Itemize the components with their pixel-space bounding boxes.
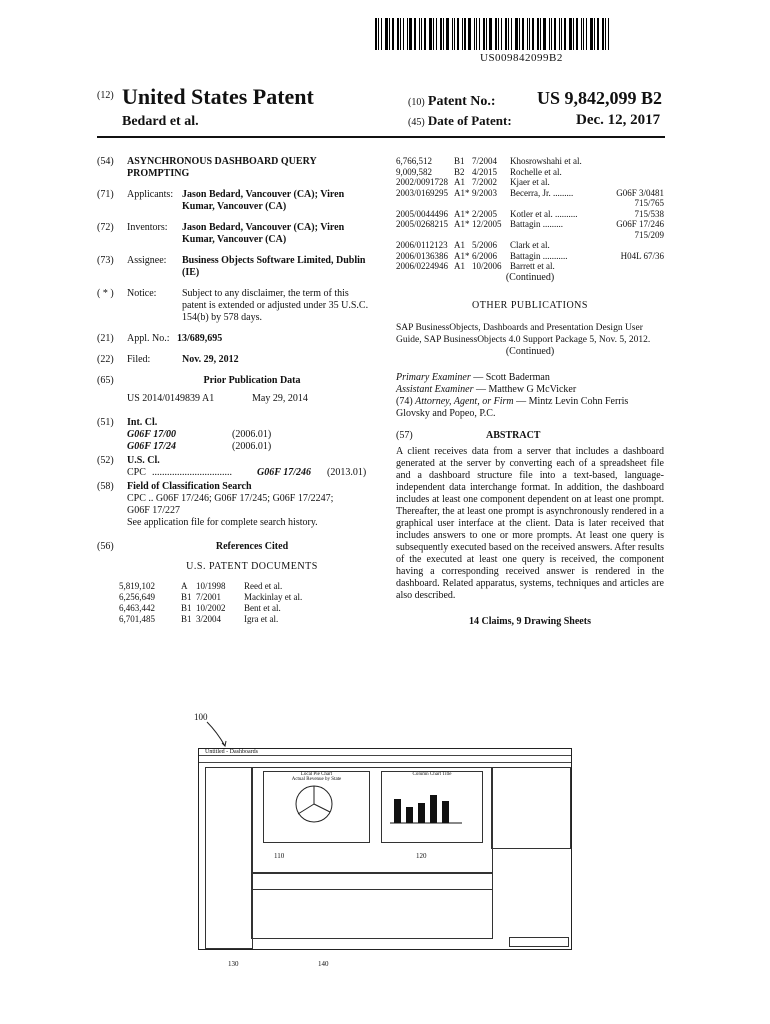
figure-ref-120: 120 [416, 852, 427, 860]
barcode-bar [414, 18, 416, 50]
figure-component-panel [205, 767, 253, 949]
barcode-bar [385, 18, 388, 50]
appl-field [97, 333, 377, 345]
title-text: ASYNCHRONOUS DASHBOARD QUERY PROMPTING [127, 156, 317, 179]
barcode-bar [421, 18, 422, 50]
prior-heading: Prior Publication Data [203, 375, 301, 386]
assistant-examiner: Assistant Examiner — Matthew G McVicker [396, 383, 577, 395]
right-ref-name: Battagin ......... [510, 219, 563, 229]
barcode-bar [462, 18, 463, 50]
figure-chart1-sub: Actual Revenue by State [291, 777, 342, 782]
kind-code: (12) [97, 90, 114, 101]
right-ref-num: 2005/0268215 [396, 219, 449, 229]
right-ref-num: 2006/0224946 [396, 261, 449, 271]
date-label: Date of Patent: [427, 113, 512, 128]
attorney-label: Attorney, Agent, or Firm [415, 395, 514, 407]
barcode-bar [476, 18, 477, 50]
filed-label: Filed: [127, 354, 151, 365]
primary-examiner: Primary Examiner — Scott Baderman [396, 371, 550, 383]
applicants-text: Jason Bedard, Vancouver (CA); Viren Kumar, Vancouver (CA) [182, 189, 345, 212]
right-ref-cls [610, 240, 664, 251]
us-doc-name: Bent et al. [244, 603, 281, 613]
patent-title: United States Patent [122, 84, 314, 109]
barcode-bar [457, 18, 459, 50]
left-column [97, 156, 377, 625]
barcode-bar [443, 18, 444, 50]
barcode-bar [446, 18, 449, 50]
int-cl-class: G06F 17/24 [127, 441, 176, 452]
appl-number: 13/689,695 [177, 333, 223, 344]
inventors-field [97, 222, 377, 246]
right-ref-cls: H04L 67/36 [620, 250, 664, 261]
notice-field [97, 288, 377, 324]
title-field [97, 156, 377, 180]
us-doc-date: 10/2002 [196, 603, 226, 613]
refs-code: (56) [97, 541, 114, 552]
figure-column-chart-box [381, 771, 483, 843]
right-ref-row [396, 261, 664, 272]
date-code: (45) [408, 117, 425, 128]
right-column [396, 156, 664, 628]
barcode-bar [397, 18, 399, 50]
int-cl-field [97, 417, 377, 429]
applicants-field [97, 189, 377, 213]
assignee-label: Assignee: [127, 255, 167, 266]
prior-pub-row [97, 393, 377, 405]
barcode-bar [381, 18, 382, 50]
right-ref-num: 2006/0112123 [396, 240, 448, 250]
us-doc-num: 5,819,102 [119, 581, 155, 591]
barcode-bar [549, 18, 550, 50]
filed-date: Nov. 29, 2012 [182, 354, 239, 365]
barcode-bar [433, 18, 434, 50]
assignee-field [97, 255, 377, 279]
us-docs-list [97, 581, 377, 625]
figure-window-title: Untitled - Dashboards [199, 749, 571, 756]
notice-code: ( * ) [97, 288, 114, 299]
right-ref-cls: G06F 3/0481 715/765 [616, 187, 664, 208]
refs-heading: References Cited [215, 541, 289, 552]
barcode-bar [576, 18, 578, 50]
barcode-bar [583, 18, 584, 50]
right-ref-date: 7/2002 [472, 177, 498, 187]
barcode-bar [508, 18, 509, 50]
abstract-head-row [396, 430, 664, 442]
right-ref-name: Kjaer et al. [510, 177, 550, 187]
date-row [408, 113, 512, 129]
figure-grid [251, 889, 493, 939]
figure-chart1-title: Local Pie Chart [300, 772, 333, 777]
attorney-code: (74) [396, 395, 413, 407]
notice-label: Notice: [127, 288, 157, 299]
cpc-row [97, 467, 377, 479]
field-heading: Field of Classification Search [127, 481, 252, 492]
right-ref-num: 9,009,582 [396, 166, 432, 177]
us-doc-row [119, 603, 377, 614]
barcode-bar [515, 18, 518, 50]
barcode [375, 18, 665, 50]
barcode-bar [605, 18, 606, 50]
barcode-bar [464, 18, 466, 50]
right-ref-cls [610, 167, 664, 178]
us-doc-num: 6,463,442 [119, 603, 155, 613]
right-ref-date: 5/2006 [472, 240, 498, 250]
prior-pub-number: US 2014/0149839 A1 [127, 393, 215, 404]
us-doc-row [119, 614, 377, 625]
us-doc-date: 3/2004 [196, 614, 222, 624]
field-note: See application file for complete search history. [127, 517, 318, 528]
right-ref-row [396, 209, 664, 220]
patent-date: Dec. 12, 2017 [576, 112, 661, 128]
barcode-bar [543, 18, 546, 50]
int-cl-heading: Int. Cl. [127, 417, 158, 428]
cpc-dots: ................................ [152, 467, 232, 478]
right-ref-kind: B2 [454, 166, 465, 177]
assistant-name: Matthew G McVicker [488, 383, 577, 395]
barcode-bar [594, 18, 595, 50]
right-ref-kind: A1 [454, 261, 465, 271]
right-ref-num: 2005/0044496 [396, 208, 449, 219]
barcode-bar [540, 18, 541, 50]
abstract-heading: ABSTRACT [486, 429, 541, 441]
attorney-text: — Mintz Levin Cohn Ferris Glovsky and Popeo, P.C. [396, 395, 629, 419]
cpc-label: CPC [127, 467, 146, 478]
prior-code: (65) [97, 375, 114, 386]
right-ref-num: 2002/0091728 [396, 177, 449, 187]
barcode-bar [483, 18, 485, 50]
barcode-bar [489, 18, 492, 50]
us-doc-num: 6,256,649 [119, 592, 155, 602]
abstract-text: A client receives data from a server that includes a dashboard generated at the server by converting each of a spreadsheet file and a dashboard structure file into a text-based, language-independent data interchange format. In addition, the dashboard includes at least one component dependent on at least one prompt. Thereafter, the at least one prompt is asynchronously rendered in a graphical user interface at the client. Data is later received that includes answers to one or more prompts. At least one query is subsequently executed based on the received answers. After results of the executed at least one query is received, the component having a corresponding received answer is rendered in the dashboard. Related apparatus, systems, techniques and articles are also described. [396, 445, 664, 601]
int-cl-row [127, 429, 377, 441]
title-code: (54) [97, 156, 114, 167]
right-ref-kind: A1 [454, 177, 465, 187]
right-ref-row [396, 188, 664, 209]
int-cl-class: G06F 17/00 [127, 429, 176, 440]
figure-status [509, 937, 569, 947]
barcode-bar [537, 18, 539, 50]
int-cl-list [97, 429, 377, 453]
right-ref-row [396, 219, 664, 240]
cpc-year: (2013.01) [327, 467, 367, 478]
barcode-bar [532, 18, 534, 50]
right-ref-num: 2006/0136386 [396, 250, 449, 261]
figure-properties-panel [491, 767, 571, 849]
assistant-label: Assistant Examiner [396, 383, 474, 395]
barcode-bar [498, 18, 499, 50]
right-ref-date: 6/2006 [472, 250, 498, 261]
barcode-bar [569, 18, 572, 50]
barcode-bar [511, 18, 512, 50]
right-ref-num: 2003/0169295 [396, 187, 449, 198]
right-ref-cls: 715/538 [634, 208, 664, 219]
other-pubs-continued: (Continued) [505, 345, 555, 357]
barcode-bar [486, 18, 487, 50]
us-doc-kind: B1 [181, 592, 192, 602]
barcode-bar [392, 18, 394, 50]
right-ref-name: Becerra, Jr. ......... [510, 187, 574, 198]
barcode-bar [429, 18, 432, 50]
patent-no-label: Patent No.: [427, 94, 496, 109]
us-doc-num: 6,701,485 [119, 614, 155, 624]
figure-bars-icon [382, 777, 472, 827]
primary-label: Primary Examiner [396, 371, 471, 383]
int-cl-year: (2006.01) [232, 429, 272, 440]
int-cl-code: (51) [97, 417, 114, 428]
right-ref-cls: G06F 17/246 715/209 [616, 219, 664, 240]
right-ref-date: 7/2004 [472, 156, 498, 166]
filed-code: (22) [97, 354, 114, 365]
right-ref-name: Kotler et al. .......... [510, 208, 578, 219]
right-ref-kind: A1* [454, 187, 470, 198]
figure-leader-100 [205, 720, 235, 750]
barcode-bar [602, 18, 604, 50]
right-ref-row [396, 251, 664, 262]
barcode-bar [597, 18, 599, 50]
us-doc-name: Mackinlay et al. [244, 592, 303, 602]
barcode-bar [452, 18, 453, 50]
other-pubs-text: SAP BusinessObjects, Dashboards and Presentation Design User Guide, SAP BusinessObjects 4.0 Support Package 5, Nov. 5, 2012. [396, 322, 651, 345]
figure-chart2-title: Column Chart Title [412, 772, 452, 777]
figure-ref-100: 100 [194, 712, 208, 722]
barcode-bar [474, 18, 475, 50]
applicants-code: (71) [97, 189, 114, 200]
header-rule [97, 136, 665, 138]
us-cl-field [97, 455, 377, 467]
attorney [396, 396, 664, 420]
figure-pie-chart-box [263, 771, 370, 843]
patent-no-row [408, 93, 496, 110]
right-ref-cls [610, 261, 664, 272]
barcode-bar [561, 18, 562, 50]
int-cl-year: (2006.01) [232, 441, 272, 452]
barcode-bar [527, 18, 528, 50]
figure-ref-130: 130 [228, 960, 239, 968]
appl-label: Appl. No.: [127, 333, 170, 344]
right-ref-row [396, 240, 664, 251]
barcode-bar [495, 18, 497, 50]
barcode-bar [479, 18, 480, 50]
prior-pub-date: May 29, 2014 [252, 393, 308, 404]
right-refs-list [396, 156, 664, 272]
field-code: (58) [97, 481, 114, 492]
barcode-bar [590, 18, 593, 50]
inventors-short: Bedard et al. [122, 114, 199, 129]
barcode-bar [436, 18, 437, 50]
patent-no-code: (10) [408, 97, 425, 108]
right-ref-cls [610, 156, 664, 167]
barcode-bar [378, 18, 379, 50]
figure-menubar [199, 756, 571, 763]
us-docs-heading: U.S. PATENT DOCUMENTS [186, 561, 318, 572]
refs-continued: (Continued) [505, 271, 555, 283]
us-doc-kind: A [181, 581, 188, 591]
right-ref-kind: A1 [454, 240, 465, 250]
figure-ref-110: 110 [274, 852, 285, 860]
us-cl-code: (52) [97, 455, 114, 466]
barcode-bar [375, 18, 377, 50]
us-doc-date: 10/1998 [196, 581, 226, 591]
right-ref-row [396, 177, 664, 188]
inventors-label: Inventors: [127, 222, 168, 233]
patent-number: US 9,842,099 B2 [537, 88, 663, 108]
inventors-text: Jason Bedard, Vancouver (CA); Viren Kumar, Vancouver (CA) [182, 222, 345, 245]
us-doc-kind: B1 [181, 614, 192, 624]
barcode-bar [551, 18, 552, 50]
barcode-bar [573, 18, 574, 50]
right-ref-date: 10/2006 [472, 261, 502, 271]
applicants-label: Applicants: [127, 189, 174, 200]
figure-pie-icon [284, 782, 344, 824]
barcode-bar [519, 18, 520, 50]
claims: 14 Claims, 9 Drawing Sheets [469, 615, 591, 627]
right-ref-date: 12/2005 [472, 219, 502, 229]
right-ref-name: Barrett et al. [510, 261, 555, 271]
right-ref-cls [610, 177, 664, 188]
filed-field [97, 354, 377, 366]
cpc-value: G06F 17/246 [257, 467, 311, 478]
right-ref-row [396, 156, 664, 167]
right-ref-kind: A1* [454, 219, 470, 229]
barcode-bar [400, 18, 401, 50]
right-ref-name: Battagin ........... [510, 250, 568, 261]
barcode-bar [529, 18, 530, 50]
barcode-bar [407, 18, 408, 50]
other-pubs-heading: OTHER PUBLICATIONS [472, 299, 588, 311]
abstract-code: (57) [396, 429, 413, 441]
right-ref-num: 6,766,512 [396, 156, 432, 166]
notice-text: Subject to any disclaimer, the term of this patent is extended or adjusted under 35 U.S.C. 154(b) by 578 days. [182, 288, 369, 323]
barcode-bar [389, 18, 390, 50]
us-doc-name: Igra et al. [244, 614, 279, 624]
barcode-bar [454, 18, 455, 50]
primary-name: Scott Baderman [485, 371, 550, 383]
us-doc-row [119, 581, 377, 592]
assignee-text: Business Objects Software Limited, Dublin (IE) [182, 255, 366, 278]
barcode-bar [581, 18, 582, 50]
right-ref-kind: A1* [454, 250, 470, 261]
barcode-bar [586, 18, 587, 50]
right-ref-kind: B1 [454, 156, 465, 166]
prior-pub-field [97, 375, 377, 387]
dashboard-figure [198, 748, 572, 950]
right-ref-name: Rochelle et al. [510, 166, 562, 177]
barcode-bar [424, 18, 426, 50]
right-ref-date: 9/2003 [472, 187, 498, 198]
barcode-bar [554, 18, 556, 50]
barcode-number: US009842099B2 [480, 52, 563, 64]
int-cl-row [127, 441, 377, 453]
barcode-bar [564, 18, 566, 50]
us-doc-row [119, 592, 377, 603]
field-search [97, 481, 377, 493]
us-doc-name: Reed et al. [244, 581, 283, 591]
barcode-bar [403, 18, 404, 50]
barcode-bar [440, 18, 442, 50]
right-ref-date: 4/2015 [472, 166, 498, 177]
barcode-bar [522, 18, 524, 50]
figure-ref-140: 140 [318, 960, 329, 968]
barcode-bar [468, 18, 471, 50]
inventors-code: (72) [97, 222, 114, 233]
barcode-bar [409, 18, 412, 50]
barcode-bar [501, 18, 502, 50]
right-ref-name: Clark et al. [510, 240, 550, 250]
right-ref-row [396, 167, 664, 178]
us-cl-heading: U.S. Cl. [127, 455, 160, 466]
right-ref-date: 2/2005 [472, 208, 498, 219]
us-doc-kind: B1 [181, 603, 192, 613]
barcode-bar [505, 18, 507, 50]
right-ref-kind: A1* [454, 208, 470, 219]
references-field [97, 541, 377, 553]
appl-code: (21) [97, 333, 114, 344]
right-ref-name: Khosrowshahi et al. [510, 156, 582, 166]
us-doc-date: 7/2001 [196, 592, 222, 602]
assignee-code: (73) [97, 255, 114, 266]
barcode-bar [419, 18, 420, 50]
barcode-bar [608, 18, 609, 50]
barcode-bar [559, 18, 560, 50]
field-text: CPC .. G06F 17/246; G06F 17/245; G06F 17/2247; G06F 17/227 [127, 493, 334, 516]
